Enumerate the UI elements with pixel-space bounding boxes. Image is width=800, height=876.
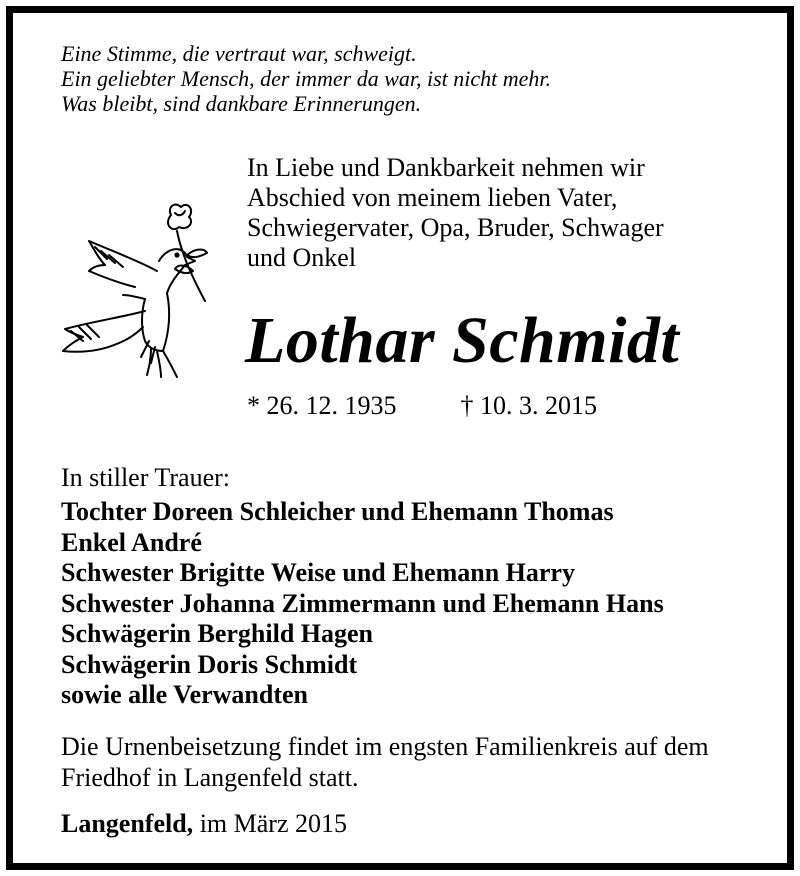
life-dates bbox=[247, 391, 597, 421]
obituary-frame bbox=[6, 6, 794, 870]
intro-line: Schwiegervater, Opa, Bruder, Schwager bbox=[247, 213, 664, 242]
poem bbox=[61, 41, 551, 116]
burial-notice: Die Urnenbeisetzung findet im engsten Familienkreis auf dem Friedhof in Langenfeld statt. bbox=[61, 732, 709, 792]
poem-line: Was bleibt, sind dankbare Erinnerungen. bbox=[61, 91, 422, 116]
poem-line: Eine Stimme, die vertraut war, schweigt. bbox=[61, 41, 417, 66]
deceased-name: Lothar Schmidt bbox=[245, 304, 680, 377]
signoff-place: Langenfeld, bbox=[61, 809, 194, 838]
mourner: Schwester Brigitte Weise und Ehemann Harry bbox=[61, 558, 575, 587]
mourner: Tochter Doreen Schleicher und Ehemann Thomas bbox=[61, 497, 614, 526]
mourners-list bbox=[61, 497, 664, 711]
mourner: Schwägerin Doris Schmidt bbox=[61, 649, 358, 679]
signoff-date: im März 2015 bbox=[193, 809, 347, 838]
intro-line: In Liebe und Dankbarkeit nehmen wir bbox=[247, 153, 645, 182]
poem-line: Ein geliebter Mensch, der immer da war, ist nicht mehr. bbox=[61, 66, 552, 91]
intro-text bbox=[247, 153, 664, 273]
mourner: Enkel André bbox=[61, 527, 202, 557]
intro-line: Abschied von meinem lieben Vater, bbox=[247, 183, 618, 212]
intro-line: und Onkel bbox=[247, 243, 357, 272]
death-date: † 10. 3. 2015 bbox=[460, 391, 597, 420]
mourner: Schwester Johanna Zimmermann und Ehemann Hans bbox=[61, 588, 664, 618]
birth-date: * 26. 12. 1935 bbox=[247, 391, 397, 420]
signoff bbox=[61, 809, 347, 839]
mourning-label: In stiller Trauer: bbox=[61, 463, 230, 492]
mourner: Schwägerin Berghild Hagen bbox=[61, 619, 374, 648]
dove-with-rose-icon bbox=[49, 201, 219, 381]
mourner: sowie alle Verwandten bbox=[61, 680, 308, 709]
